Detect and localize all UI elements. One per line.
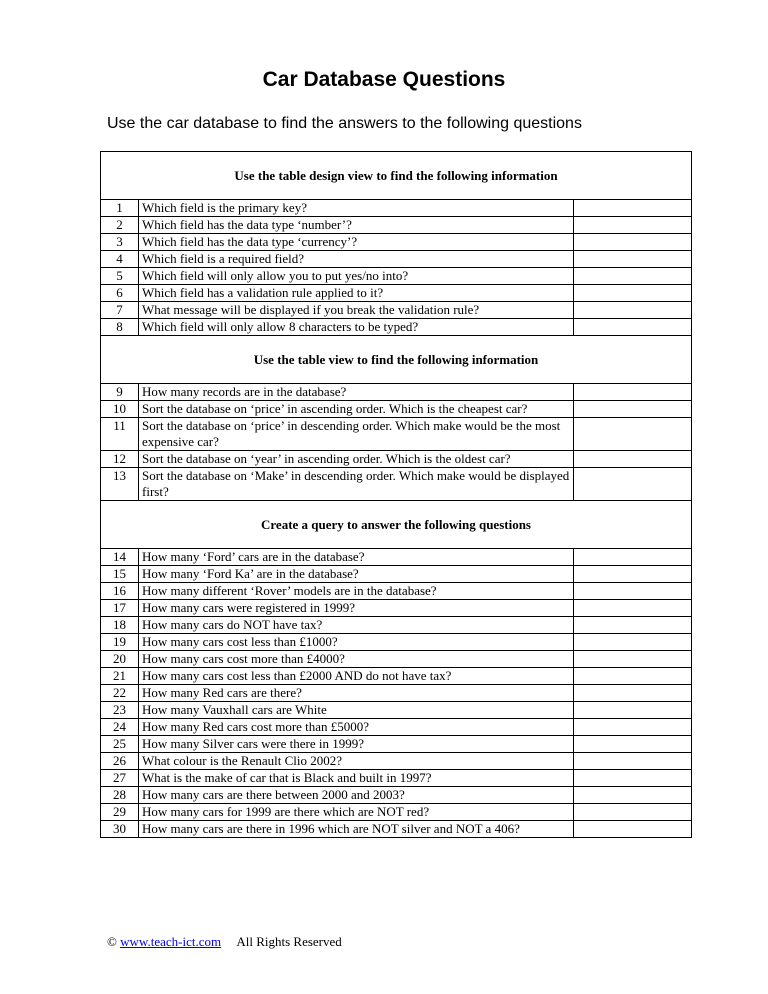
question-text: What colour is the Renault Clio 2002? bbox=[139, 753, 574, 770]
question-number: 23 bbox=[101, 702, 139, 719]
teach-ict-link[interactable]: www.teach-ict.com bbox=[120, 934, 222, 949]
question-row bbox=[101, 401, 692, 418]
answer-cell[interactable] bbox=[574, 566, 692, 583]
question-row bbox=[101, 549, 692, 566]
question-number: 29 bbox=[101, 804, 139, 821]
question-text: What is the make of car that is Black and built in 1997? bbox=[139, 770, 574, 787]
page-subtitle: Use the car database to find the answers to the following questions bbox=[107, 115, 582, 132]
answer-cell[interactable] bbox=[574, 285, 692, 302]
question-number: 10 bbox=[101, 401, 139, 418]
answer-cell[interactable] bbox=[574, 770, 692, 787]
answer-cell[interactable] bbox=[574, 736, 692, 753]
question-number: 19 bbox=[101, 634, 139, 651]
question-text: How many Silver cars were there in 1999? bbox=[139, 736, 574, 753]
rights-text: All Rights Reserved bbox=[236, 934, 342, 949]
question-row bbox=[101, 804, 692, 821]
section-heading: Use the table view to find the following information bbox=[101, 336, 692, 384]
question-text: Which field has the data type ‘currency’? bbox=[139, 234, 574, 251]
answer-cell[interactable] bbox=[574, 668, 692, 685]
question-text: How many cars for 1999 are there which are NOT red? bbox=[139, 804, 574, 821]
question-number: 26 bbox=[101, 753, 139, 770]
question-number: 15 bbox=[101, 566, 139, 583]
question-text: How many cars were registered in 1999? bbox=[139, 600, 574, 617]
question-text: How many cars are there between 2000 and 2003? bbox=[139, 787, 574, 804]
question-row bbox=[101, 217, 692, 234]
answer-cell[interactable] bbox=[574, 200, 692, 217]
answer-cell[interactable] bbox=[574, 719, 692, 736]
question-text: How many Red cars are there? bbox=[139, 685, 574, 702]
question-row bbox=[101, 634, 692, 651]
answer-cell[interactable] bbox=[574, 634, 692, 651]
question-row bbox=[101, 583, 692, 600]
section-heading: Use the table design view to find the following information bbox=[101, 152, 692, 200]
question-row bbox=[101, 787, 692, 804]
question-text: Which field will only allow you to put yes/no into? bbox=[139, 268, 574, 285]
question-number: 12 bbox=[101, 451, 139, 468]
question-text: What message will be displayed if you break the validation rule? bbox=[139, 302, 574, 319]
question-number: 27 bbox=[101, 770, 139, 787]
answer-cell[interactable] bbox=[574, 468, 692, 501]
question-number: 21 bbox=[101, 668, 139, 685]
question-row bbox=[101, 200, 692, 217]
question-number: 8 bbox=[101, 319, 139, 336]
question-number: 22 bbox=[101, 685, 139, 702]
question-row bbox=[101, 451, 692, 468]
question-text: Sort the database on ‘price’ in ascending order. Which is the cheapest car? bbox=[139, 401, 574, 418]
question-text: How many cars cost less than £1000? bbox=[139, 634, 574, 651]
question-number: 28 bbox=[101, 787, 139, 804]
question-text: How many Vauxhall cars are White bbox=[139, 702, 574, 719]
question-text: Sort the database on ‘year’ in ascending order. Which is the oldest car? bbox=[139, 451, 574, 468]
question-number: 9 bbox=[101, 384, 139, 401]
page-title: Car Database Questions bbox=[262, 68, 506, 91]
answer-cell[interactable] bbox=[574, 217, 692, 234]
question-text: How many cars do NOT have tax? bbox=[139, 617, 574, 634]
question-number: 2 bbox=[101, 217, 139, 234]
answer-cell[interactable] bbox=[574, 418, 692, 451]
section-heading: Create a query to answer the following questions bbox=[101, 501, 692, 549]
question-row bbox=[101, 821, 692, 838]
section-header-row bbox=[101, 501, 692, 549]
question-number: 20 bbox=[101, 651, 139, 668]
question-number: 16 bbox=[101, 583, 139, 600]
question-row bbox=[101, 251, 692, 268]
section-header-row bbox=[101, 336, 692, 384]
answer-cell[interactable] bbox=[574, 787, 692, 804]
question-number: 17 bbox=[101, 600, 139, 617]
question-text: How many records are in the database? bbox=[139, 384, 574, 401]
answer-cell[interactable] bbox=[574, 319, 692, 336]
question-text: Which field has the data type ‘number’? bbox=[139, 217, 574, 234]
question-row bbox=[101, 234, 692, 251]
question-text: Which field is a required field? bbox=[139, 251, 574, 268]
question-row bbox=[101, 719, 692, 736]
answer-cell[interactable] bbox=[574, 617, 692, 634]
question-number: 11 bbox=[101, 418, 139, 451]
question-text: Sort the database on ‘Make’ in descending order. Which make would be displayed first? bbox=[139, 468, 574, 501]
question-row bbox=[101, 268, 692, 285]
question-row bbox=[101, 753, 692, 770]
footer bbox=[107, 934, 342, 950]
question-row bbox=[101, 685, 692, 702]
question-text: Which field is the primary key? bbox=[139, 200, 574, 217]
question-number: 7 bbox=[101, 302, 139, 319]
answer-cell[interactable] bbox=[574, 384, 692, 401]
question-row bbox=[101, 418, 692, 451]
question-number: 14 bbox=[101, 549, 139, 566]
question-row bbox=[101, 319, 692, 336]
question-text: How many cars cost more than £4000? bbox=[139, 651, 574, 668]
answer-cell[interactable] bbox=[574, 685, 692, 702]
question-text: How many cars cost less than £2000 AND do not have tax? bbox=[139, 668, 574, 685]
question-row bbox=[101, 668, 692, 685]
questions-table bbox=[100, 151, 692, 838]
question-row bbox=[101, 617, 692, 634]
question-row bbox=[101, 651, 692, 668]
answer-cell[interactable] bbox=[574, 401, 692, 418]
question-text: Sort the database on ‘price’ in descending order. Which make would be the most expensive car? bbox=[139, 418, 574, 451]
question-text: How many cars are there in 1996 which are NOT silver and NOT a 406? bbox=[139, 821, 574, 838]
section-header-row bbox=[101, 152, 692, 200]
question-text: How many Red cars cost more than £5000? bbox=[139, 719, 574, 736]
question-row bbox=[101, 770, 692, 787]
answer-cell[interactable] bbox=[574, 268, 692, 285]
question-number: 1 bbox=[101, 200, 139, 217]
question-text: How many ‘Ford Ka’ are in the database? bbox=[139, 566, 574, 583]
question-row bbox=[101, 468, 692, 501]
question-number: 6 bbox=[101, 285, 139, 302]
question-row bbox=[101, 566, 692, 583]
answer-cell[interactable] bbox=[574, 302, 692, 319]
answer-cell[interactable] bbox=[574, 753, 692, 770]
answer-cell[interactable] bbox=[574, 651, 692, 668]
answer-cell[interactable] bbox=[574, 583, 692, 600]
question-row bbox=[101, 600, 692, 617]
answer-cell[interactable] bbox=[574, 251, 692, 268]
answer-cell[interactable] bbox=[574, 234, 692, 251]
question-number: 13 bbox=[101, 468, 139, 501]
answer-cell[interactable] bbox=[574, 451, 692, 468]
question-number: 18 bbox=[101, 617, 139, 634]
question-number: 4 bbox=[101, 251, 139, 268]
answer-cell[interactable] bbox=[574, 804, 692, 821]
answer-cell[interactable] bbox=[574, 702, 692, 719]
question-row bbox=[101, 302, 692, 319]
question-text: How many different ‘Rover’ models are in the database? bbox=[139, 583, 574, 600]
question-text: How many ‘Ford’ cars are in the database? bbox=[139, 549, 574, 566]
question-row bbox=[101, 384, 692, 401]
copyright-symbol: © bbox=[107, 934, 117, 949]
question-number: 3 bbox=[101, 234, 139, 251]
question-number: 5 bbox=[101, 268, 139, 285]
question-text: Which field has a validation rule applied to it? bbox=[139, 285, 574, 302]
answer-cell[interactable] bbox=[574, 821, 692, 838]
answer-cell[interactable] bbox=[574, 549, 692, 566]
question-number: 24 bbox=[101, 719, 139, 736]
question-row bbox=[101, 285, 692, 302]
question-number: 30 bbox=[101, 821, 139, 838]
answer-cell[interactable] bbox=[574, 600, 692, 617]
question-row bbox=[101, 736, 692, 753]
question-row bbox=[101, 702, 692, 719]
question-text: Which field will only allow 8 characters to be typed? bbox=[139, 319, 574, 336]
question-number: 25 bbox=[101, 736, 139, 753]
